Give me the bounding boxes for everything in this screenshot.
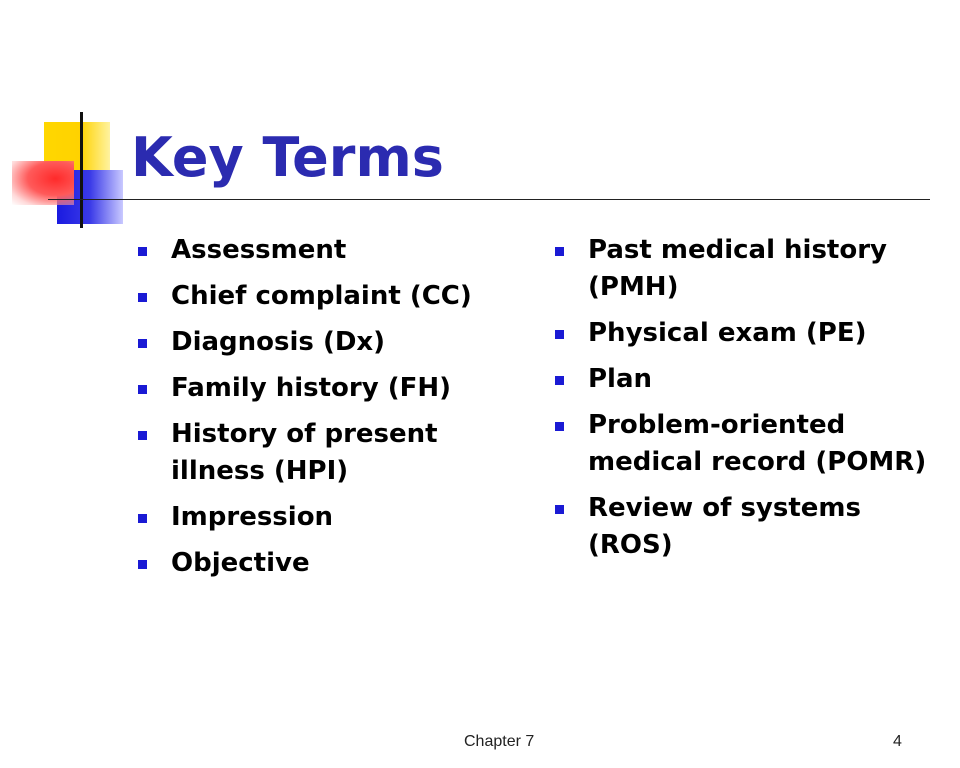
square-bullet-icon [138,293,147,302]
footer-chapter-label: Chapter 7 [464,733,535,750]
list-item [134,232,494,269]
left-term-list [134,232,494,591]
square-bullet-icon [555,330,564,339]
title-underline [48,199,930,200]
term-text: Assessment [171,235,347,265]
list-item [551,490,931,564]
term-text: Impression [171,502,334,532]
slide-title: Key Terms [131,126,444,189]
list-item [134,499,494,536]
square-bullet-icon [555,505,564,514]
list-item [551,407,931,481]
list-item [134,324,494,361]
term-text: Family history (FH) [171,373,451,403]
right-term-list [551,232,931,573]
list-item [551,315,931,352]
square-bullet-icon [555,422,564,431]
term-text: Physical exam (PE) [588,318,867,348]
square-bullet-icon [138,247,147,256]
list-item [551,361,931,398]
vertical-rule [80,112,83,228]
list-item [134,278,494,315]
term-text: Review of systems (ROS) [588,493,861,560]
square-bullet-icon [138,514,147,523]
list-item [134,416,494,490]
square-bullet-icon [138,385,147,394]
square-bullet-icon [555,376,564,385]
list-item [134,545,494,582]
square-bullet-icon [555,247,564,256]
decorative-corner-graphic [0,0,140,240]
term-text: Objective [171,548,310,578]
term-text: Past medical history (PMH) [588,235,887,302]
term-text: Plan [588,364,653,394]
term-text: Chief complaint (CC) [171,281,472,311]
square-bullet-icon [138,560,147,569]
list-item [551,232,931,306]
square-bullet-icon [138,339,147,348]
term-text: Problem-oriented medical record (POMR) [588,410,927,477]
term-text: Diagnosis (Dx) [171,327,386,357]
page-number: 4 [893,733,902,750]
list-item [134,370,494,407]
term-text: History of present illness (HPI) [171,419,438,486]
square-bullet-icon [138,431,147,440]
